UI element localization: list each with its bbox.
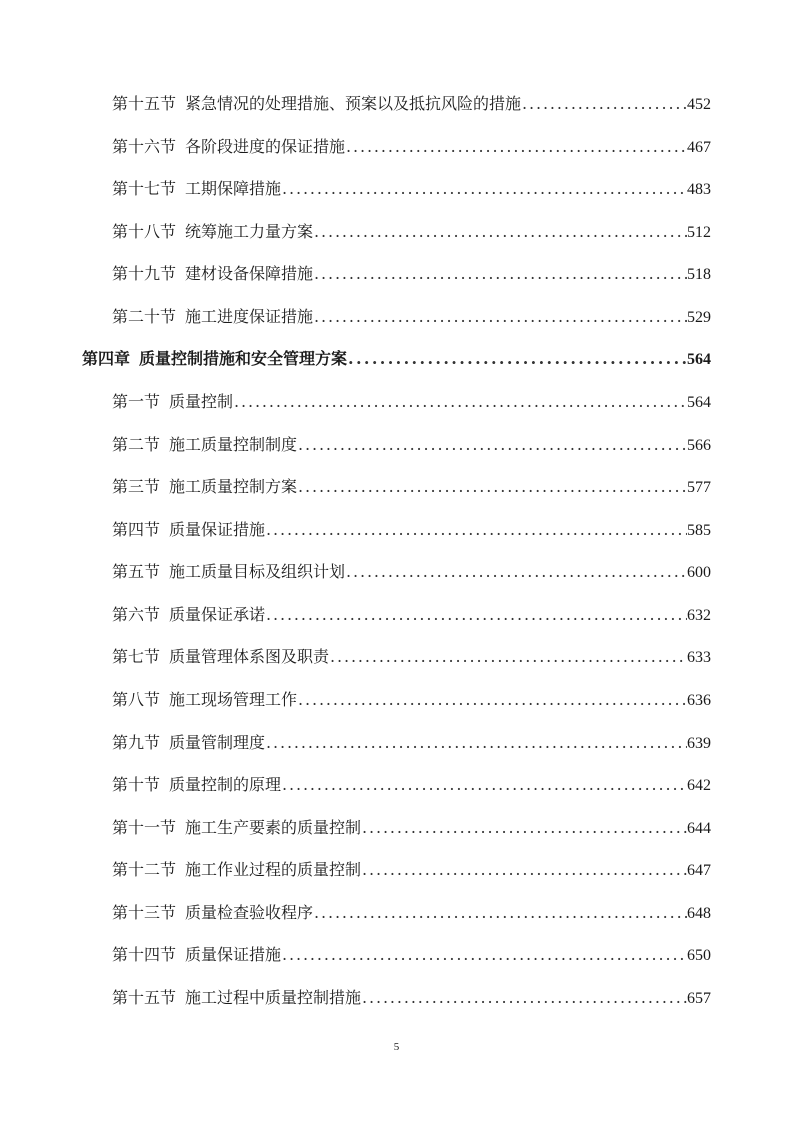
toc-title: 工期保障措施 (185, 179, 282, 198)
toc-entry[interactable] (112, 263, 711, 286)
dot-leader (297, 689, 687, 711)
toc-entry[interactable] (112, 519, 711, 542)
toc-title: 施工现场管理工作 (169, 690, 298, 709)
dot-leader (361, 817, 687, 839)
toc-page-number: 650 (687, 947, 711, 964)
toc-entry[interactable] (112, 561, 711, 584)
toc-entry[interactable] (112, 178, 711, 201)
toc-title: 质量保证措施 (185, 945, 282, 964)
dot-leader (345, 136, 687, 158)
dot-leader (521, 93, 687, 115)
toc-number: 第十一节 (112, 818, 177, 837)
dot-leader (265, 604, 687, 626)
toc-page-number: 647 (687, 862, 711, 879)
toc-number: 第十节 (112, 775, 161, 794)
toc-page-number: 529 (687, 309, 711, 326)
toc-title: 施工作业过程的质量控制 (185, 860, 362, 879)
toc-number: 第十四节 (112, 945, 177, 964)
toc-title: 质量管制理度 (169, 733, 266, 752)
toc-number: 第十五节 (112, 94, 177, 113)
toc-number: 第四章 (82, 349, 131, 368)
toc-number: 第一节 (112, 392, 161, 411)
toc-title: 紧急情况的处理措施、预案以及抵抗风险的措施 (185, 94, 522, 113)
page-footer-number: 5 (393, 1041, 400, 1053)
dot-leader (345, 561, 687, 583)
dot-leader (297, 476, 687, 498)
toc-entry[interactable] (112, 136, 711, 159)
toc-page-number: 633 (687, 649, 711, 666)
toc-page-number: 518 (687, 266, 711, 283)
toc-page-number: 644 (687, 820, 711, 837)
toc-title: 质量保证措施 (169, 520, 266, 539)
toc-number: 第十七节 (112, 179, 177, 198)
toc-entry[interactable] (112, 689, 711, 712)
toc-entry[interactable] (112, 732, 711, 755)
dot-leader (265, 519, 687, 541)
toc-page-number: 512 (687, 224, 711, 241)
dot-leader (233, 391, 687, 413)
dot-leader (313, 221, 687, 243)
toc-number: 第十九节 (112, 264, 177, 283)
dot-leader (361, 859, 687, 881)
toc-page-number: 467 (687, 139, 711, 156)
toc-page-number: 452 (687, 96, 711, 113)
toc-title: 质量控制措施和安全管理方案 (139, 349, 348, 368)
toc-entry[interactable] (112, 221, 711, 244)
toc-number: 第二十节 (112, 307, 177, 326)
toc-entry[interactable] (112, 391, 711, 414)
toc-number: 第九节 (112, 733, 161, 752)
toc-title: 施工过程中质量控制措施 (185, 988, 362, 1007)
toc-page-number: 564 (687, 394, 711, 411)
toc-entry[interactable] (112, 944, 711, 967)
toc-title: 建材设备保障措施 (185, 264, 314, 283)
toc-number: 第八节 (112, 690, 161, 709)
toc-entry[interactable] (112, 902, 711, 925)
toc-number: 第三节 (112, 477, 161, 496)
toc-title: 质量检查验收程序 (185, 903, 314, 922)
toc-number: 第十五节 (112, 988, 177, 1007)
dot-leader (297, 434, 687, 456)
toc-page-number: 648 (687, 905, 711, 922)
dot-leader (313, 263, 687, 285)
dot-leader (281, 774, 687, 796)
toc-chapter-entry[interactable] (82, 348, 711, 371)
dot-leader (265, 732, 687, 754)
toc-page-number: 577 (687, 479, 711, 496)
toc-title: 施工生产要素的质量控制 (185, 818, 362, 837)
dot-leader (361, 987, 687, 1009)
dot-leader (281, 178, 687, 200)
toc-entry[interactable] (112, 646, 711, 669)
toc-page-number: 639 (687, 735, 711, 752)
toc-number: 第六节 (112, 605, 161, 624)
toc-page-number: 636 (687, 692, 711, 709)
toc-number: 第十六节 (112, 137, 177, 156)
toc-entry[interactable] (112, 306, 711, 329)
toc-title: 施工质量控制方案 (169, 477, 298, 496)
toc-number: 第十八节 (112, 222, 177, 241)
toc-page-number: 632 (687, 607, 711, 624)
toc-title: 施工进度保证措施 (185, 307, 314, 326)
toc-number: 第四节 (112, 520, 161, 539)
toc-entry[interactable] (112, 774, 711, 797)
toc-number: 第五节 (112, 562, 161, 581)
toc-title: 施工质量目标及组织计划 (169, 562, 346, 581)
toc-entry[interactable] (112, 817, 711, 840)
toc-page-number: 600 (687, 564, 711, 581)
toc-page-number: 657 (687, 990, 711, 1007)
toc-page-number: 566 (687, 437, 711, 454)
toc-title: 统筹施工力量方案 (185, 222, 314, 241)
dot-leader (281, 944, 687, 966)
toc-title: 各阶段进度的保证措施 (185, 137, 346, 156)
toc-number: 第二节 (112, 435, 161, 454)
toc-title: 质量控制的原理 (169, 775, 282, 794)
dot-leader (347, 348, 687, 370)
toc-title: 质量保证承诺 (169, 605, 266, 624)
toc-entry[interactable] (112, 987, 711, 1010)
toc-page-number: 564 (687, 351, 711, 368)
toc-page-number: 642 (687, 777, 711, 794)
toc-number: 第十三节 (112, 903, 177, 922)
dot-leader (313, 902, 687, 924)
toc-entry[interactable] (112, 859, 711, 882)
toc-title: 施工质量控制制度 (169, 435, 298, 454)
toc-title: 质量控制 (169, 392, 234, 411)
toc-entry[interactable] (112, 476, 711, 499)
toc-number: 第十二节 (112, 860, 177, 879)
toc-page-number: 585 (687, 522, 711, 539)
toc-number: 第七节 (112, 647, 161, 666)
dot-leader (329, 646, 687, 668)
dot-leader (313, 306, 687, 328)
toc-entry[interactable] (112, 604, 711, 627)
toc-page-number: 483 (687, 181, 711, 198)
toc-entry[interactable] (112, 434, 711, 457)
toc-title: 质量管理体系图及职责 (169, 647, 330, 666)
toc-entry[interactable] (112, 93, 711, 116)
